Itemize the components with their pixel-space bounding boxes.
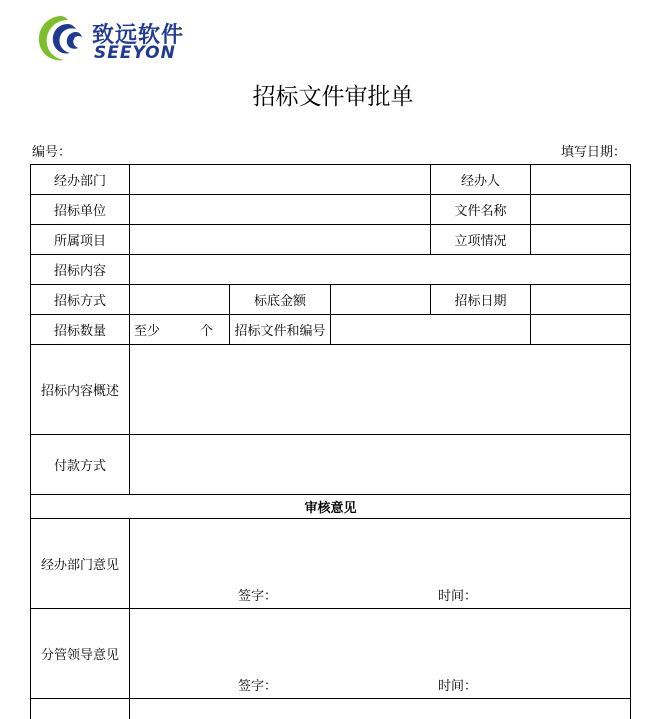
seeyon-swirl-icon <box>32 12 88 64</box>
number-label: 编号： <box>32 141 71 160</box>
method-label: 招标方式 <box>31 285 130 315</box>
file-name-label: 文件名称 <box>431 195 531 225</box>
doc-number-field[interactable] <box>331 315 531 345</box>
handler-label: 经办人 <box>431 165 531 195</box>
content-field[interactable] <box>130 255 631 285</box>
form-row <box>31 165 631 195</box>
form-row <box>31 195 631 225</box>
form-row <box>31 255 631 285</box>
approval-status-field[interactable] <box>531 225 631 255</box>
dept-opinion-label: 经办部门意见 <box>31 519 130 609</box>
logo-chinese-text: 致远软件 <box>92 18 184 49</box>
content-label: 招标内容 <box>31 255 130 285</box>
approval-status-label: 立项情况 <box>431 225 531 255</box>
handler-field[interactable] <box>531 165 631 195</box>
summary-label: 招标内容概述 <box>31 345 130 435</box>
doc-number-extra-field[interactable] <box>531 315 631 345</box>
quantity-label: 招标数量 <box>31 315 130 345</box>
dept-opinion-field[interactable] <box>130 519 631 609</box>
unit-label: 招标单位 <box>31 195 130 225</box>
base-amount-field[interactable] <box>331 285 431 315</box>
payment-field[interactable] <box>130 435 631 495</box>
form-row <box>31 609 631 699</box>
bid-date-label: 招标日期 <box>431 285 531 315</box>
review-header: 审核意见 <box>31 495 631 519</box>
summary-field[interactable] <box>130 345 631 435</box>
next-opinion-field[interactable] <box>130 699 631 719</box>
quantity-prefix: 至少 <box>130 324 160 339</box>
dept-time-label: 时间： <box>438 585 477 604</box>
dept-label: 经办部门 <box>31 165 130 195</box>
bid-date-field[interactable] <box>531 285 631 315</box>
project-field[interactable] <box>130 225 431 255</box>
form-row <box>31 225 631 255</box>
form-row <box>31 495 631 519</box>
payment-label: 付款方式 <box>31 435 130 495</box>
seeyon-logo <box>32 12 202 64</box>
method-field[interactable] <box>130 285 230 315</box>
form-row <box>31 315 631 345</box>
leader-sign-label: 签字： <box>238 675 277 694</box>
project-label: 所属项目 <box>31 225 130 255</box>
doc-number-label: 招标文件和编号 <box>230 315 331 345</box>
form-row <box>31 285 631 315</box>
form-row <box>31 435 631 495</box>
fill-date-label: 填写日期： <box>561 141 626 160</box>
leader-opinion-field[interactable] <box>130 609 631 699</box>
dept-sign-label: 签字： <box>238 585 277 604</box>
logo-english-text: SEEYON <box>94 43 176 63</box>
quantity-unit: 个 <box>160 324 213 339</box>
form-row <box>31 345 631 435</box>
base-amount-label: 标底金额 <box>230 285 331 315</box>
leader-time-label: 时间： <box>438 675 477 694</box>
next-opinion-label <box>31 699 130 719</box>
unit-field[interactable] <box>130 195 431 225</box>
approval-form-table <box>30 164 631 719</box>
page-title: 招标文件审批单 <box>0 78 666 111</box>
quantity-field[interactable] <box>130 315 230 345</box>
form-row <box>31 519 631 609</box>
file-name-field[interactable] <box>531 195 631 225</box>
leader-opinion-label: 分管领导意见 <box>31 609 130 699</box>
dept-field[interactable] <box>130 165 431 195</box>
form-row <box>31 699 631 719</box>
